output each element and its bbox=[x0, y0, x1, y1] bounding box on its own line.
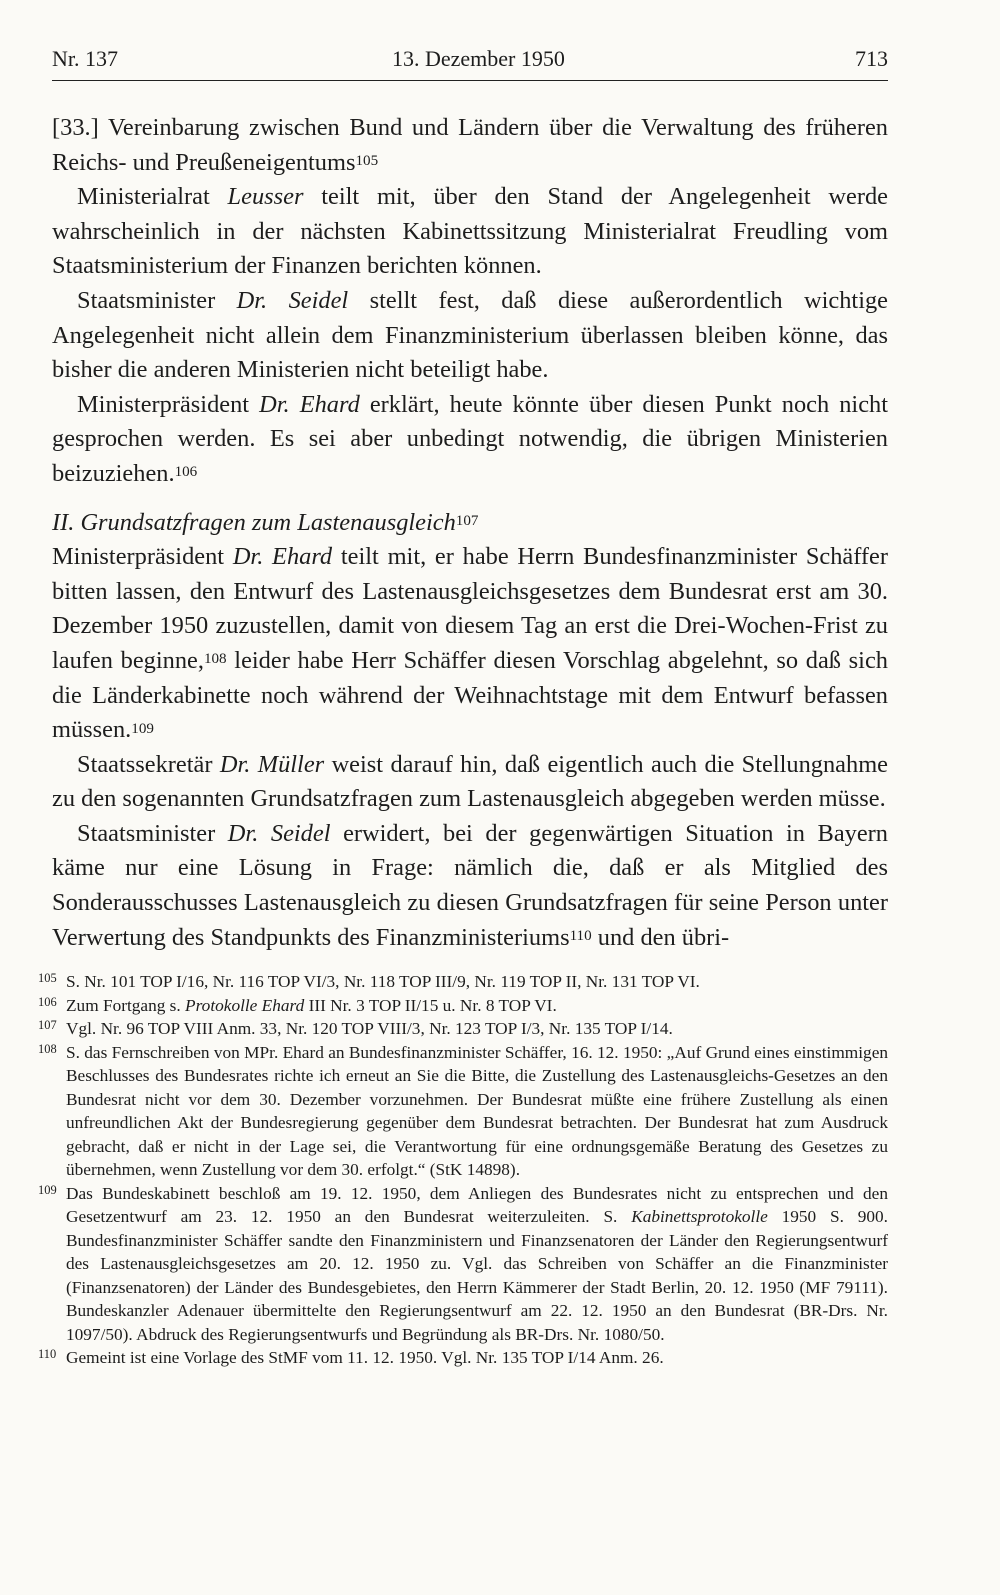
footnote-ref-107[interactable]: 107 bbox=[455, 513, 479, 529]
footnote-110: 110 Gemeint ist eine Vorlage des StMF vom 11. 12. 1950. Vgl. Nr. 135 TOP I/14 Anm. 26. bbox=[38, 1347, 664, 1367]
document-number: Nr. 137 bbox=[52, 46, 118, 71]
speaker-name: Dr. Müller bbox=[219, 750, 325, 778]
footnote-ref-109[interactable]: 109 bbox=[131, 720, 154, 737]
footnote-ref-110[interactable]: 110 bbox=[569, 928, 592, 945]
speaker-name: Dr. Ehard bbox=[232, 543, 333, 571]
footnote-ref-105[interactable]: 105 bbox=[355, 153, 379, 170]
footnotes bbox=[38, 970, 888, 1370]
main-text bbox=[52, 111, 888, 955]
document-date: 13. Dezember 1950 bbox=[392, 46, 565, 71]
paragraph: Staatsminister Dr. Seidel erwidert, bei der gegenwärtigen Situation in Bayern käme nur eine Lösung in Frage: nämlich die, daß er als Mitglied des Sonderausschusses Lastenausgleich zu diesen Grundsatzfragen für seine Person unter Verwertung des Standpunkts des Finanzministeriums$^{110}$ und den übri- bbox=[52, 819, 888, 951]
footnote-107: 107 Vgl. Nr. 96 TOP VIII Anm. 33, Nr. 120 TOP VIII/3, Nr. 123 TOP I/3, Nr. 135 TOP I/14. bbox=[38, 1018, 673, 1038]
footnote-ref-106[interactable]: 106 bbox=[174, 464, 198, 481]
speaker-name: Dr. Ehard bbox=[259, 390, 360, 418]
footnote-105: 105 S. Nr. 101 TOP I/16, Nr. 116 TOP VI/3, Nr. 118 TOP III/9, Nr. 119 TOP II, Nr. 131 TOP VI. bbox=[38, 971, 700, 991]
item-33-heading: [33.] Vereinbarung zwischen Bund und Ländern über die Verwaltung des früheren Reichs- und Preußeneigentums$^{105}$ bbox=[52, 114, 888, 176]
paragraph: Staatsminister Dr. Seidel stellt fest, daß diese außerordentlich wichtige Angelegenheit nicht allein dem Finanzministerium überlassen bleiben könne, das bisher die anderen Ministerien nicht beteiligt habe. bbox=[52, 286, 888, 384]
paragraph: Ministerpräsident Dr. Ehard erklärt, heute könnte über diesen Punkt noch nicht gesprochen werden. Es sei aber unbedingt notwendig, die übrigen Ministerien beizuziehen.$^{106}$ bbox=[52, 390, 888, 487]
footnote-108: 108 S. das Fernschreiben von MPr. Ehard an Bundesfinanzminister Schäffer, 16. 12. 1950: „Auf Grund eines einstimmigen Beschlusses des Bundesrates richte ich erneut an Sie die Bitte, die Zustellung des Lastenausgleichs-Gesetzes an den Bundesrat nicht vor dem 30. Dezember vorzunehmen. Der Bundesrat müßte eine frühere Zustellung als einen unfreundlichen Akt der Bundesregierung gegenüber dem Bundesrat betrachten. Der Bundesrat hat zum Ausdruck gebracht, daß er nicht in der Lage sei, die Verantwortung für eine ordnungsgemäße Beratung des Gesetzes zu übernehmen, wenn Zustellung vor dem 30. erfolgt.“ (StK 14898). bbox=[38, 1041, 888, 1179]
footnote-ref-108[interactable]: 108 bbox=[203, 651, 227, 668]
speaker-name: Dr. Seidel bbox=[227, 819, 331, 847]
speaker-name: Dr. Seidel bbox=[236, 286, 349, 314]
section-heading: II. Grundsatzfragen zum Lastenausgleich$^{107}$ bbox=[52, 508, 479, 536]
speaker-name: Leusser bbox=[227, 183, 304, 211]
footnote-106: 106 Zum Fortgang s. Protokolle Ehard III Nr. 3 TOP II/15 u. Nr. 8 TOP VI. bbox=[38, 994, 557, 1015]
footnote-109: 109 Das Bundeskabinett beschloß am 19. 12. 1950, dem Anliegen des Bundesrates nicht zu entsprechen und den Gesetzentwurf am 23. 12. 1950 an den Bundesrat weiterzuleiten. S. Kabinettsprotokolle 1950 S. 900. Bundesfinanzminister Schäffer sandte den Finanzministern und Finanzsenatoren der Länder den Regierungsentwurf des Lastenausgleichsgesetzes am 20. 12. 1950 zu. Vgl. das Schreiben von Schäffer an die Finanzminister (Finanzsenatoren) der Länder des Bundesgebietes, den Herrn Kämmerer der Stadt Berlin, 20. 12. 1950 (MF 79111). Bundeskanzler Adenauer übermittelte den Regierungsentwurf am 22. 12. 1950 an den Bundesrat (BR-Drs. Nr. 1097/50). Abdruck des Regierungsentwurfs und Begründung als BR-Drs. Nr. 1080/50. bbox=[38, 1182, 888, 1344]
paragraph: Staatssekretär Dr. Müller weist darauf hin, daß eigentlich auch die Stellungnahme zu den sogenannten Grundsatzfragen zum Lastenausgleich abgegeben werden müsse. bbox=[52, 750, 888, 813]
paragraph: Ministerpräsident Dr. Ehard teilt mit, er habe Herrn Bundesfinanzminister Schäffer bitten lassen, den Entwurf des Lastenausgleichsgesetzes dem Bundesrat erst am 30. Dezember 1950 zuzustellen, damit von diesem Tag an erst die Drei-Wochen-Frist zu laufen beginne,$^{108}$ leider habe Herr Schäffer diesen Vorschlag abgelehnt, so daß sich die Länderkabinette noch während der Weihnachtstage mit dem Entwurf befassen müssen.$^{109}$ bbox=[52, 543, 889, 744]
running-header bbox=[52, 46, 888, 81]
paragraph: Ministerialrat Leusser teilt mit, über den Stand der Angelegenheit werde wahrscheinlich in der nächsten Kabinettssitzung Ministerialrat Freudling vom Staatsministerium der Finanzen berichten können. bbox=[52, 183, 888, 280]
page-number: 713 bbox=[855, 46, 888, 71]
